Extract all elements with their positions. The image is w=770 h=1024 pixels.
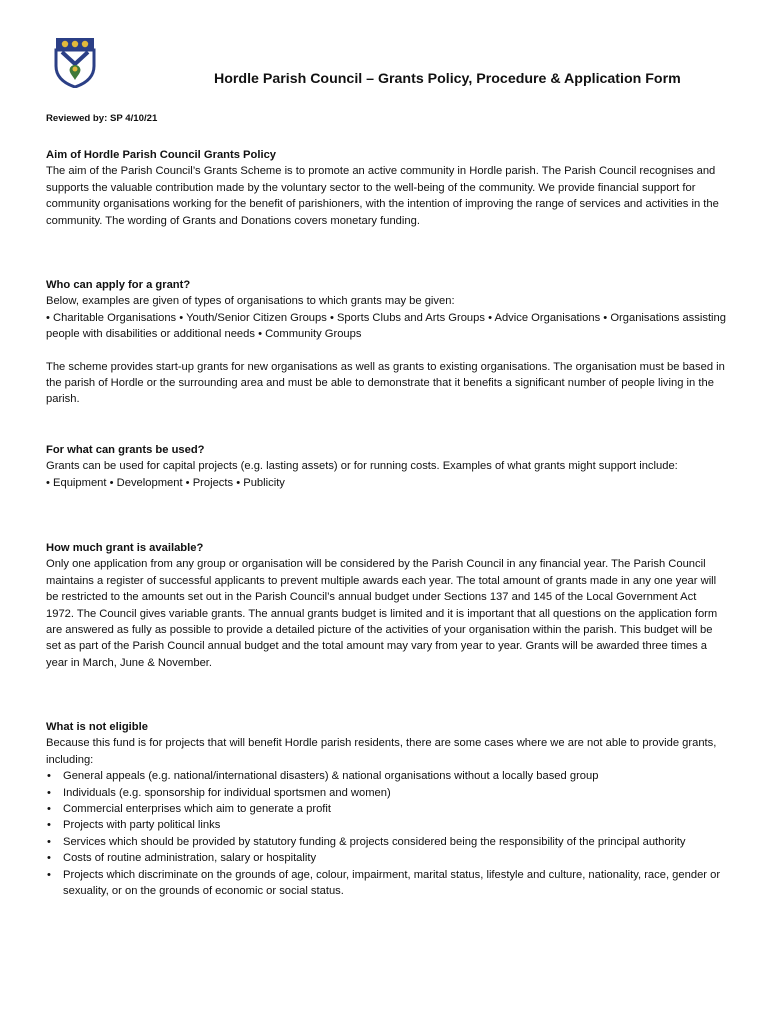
list-item: • Projects with party political links — [46, 817, 726, 833]
who-heading: Who can apply for a grant? — [46, 279, 191, 291]
amount-body: Only one application from any group or organisation will be considered by the Parish Council in any financial year. The Parish Council maintains a register of successful applicants to prevent multiple awards each year. The total amount of grants made in any one year will be restricted to the amounts set out in the Parish Council’s annual budget under Sections 137 and 145 of the Local Government Act 1972. The Council gives variable grants. The annual grants budget is limited and it is important that all questions on the application form are answered as fully as possible to provide a detailed picture of the activities of your organisation within the parish. This budget will be set as part of the Parish Council annual budget and the total amount may vary from year to year. Grants will be awarded three times a year in March, June & November. — [46, 558, 718, 669]
who-intro: Below, examples are given of types of organisations to which grants may be given: — [46, 295, 455, 308]
list-item: • Services which should be provided by statutory funding & projects considered being the responsibility of the principal authority — [46, 834, 726, 850]
list-item: • Costs of routine administration, salary or hospitality — [46, 850, 726, 866]
list-item: • Projects which discriminate on the grounds of age, colour, impairment, marital status, lifestyle and culture, nationality, race, gender or sexuality, or on the grounds of economic or social status. — [46, 867, 726, 900]
list-item: • General appeals (e.g. national/international disasters) & national organisations without a locally based group — [46, 768, 726, 784]
amount-section — [46, 540, 726, 671]
use-body: Grants can be used for capital projects (e.g. lasting assets) or for running costs. Examples of what grants might support include: — [46, 460, 678, 473]
parish-crest-icon — [50, 36, 100, 88]
use-heading: For what can grants be used? — [46, 444, 205, 456]
not-eligible-section — [46, 719, 726, 899]
amount-heading: How much grant is available? — [46, 542, 204, 554]
list-item: • Commercial enterprises which aim to generate a profit — [46, 801, 726, 817]
reviewed-by: Reviewed by: SP 4/10/21 — [46, 113, 158, 124]
aim-body: The aim of the Parish Council’s Grants Scheme is to promote an active community in Hordle parish. The Parish Council recognises and supports the valuable contribution made by the voluntary sector to the well-being of the community. We provide financial support for community organisations working for the benefit of parishioners, with the intention of improving the range of services and activities in the community. The wording of Grants and Donations covers monetary funding. — [46, 165, 719, 227]
list-item: • Individuals (e.g. sponsorship for individual sportsmen and women) — [46, 785, 726, 801]
page-title: Hordle Parish Council – Grants Policy, Procedure & Application Form — [214, 71, 681, 87]
who-scheme: The scheme provides start-up grants for new organisations as well as grants to existing organisations. The organisation must be based in the parish of Hordle or the surrounding area and must be able to demonstrate that it benefits a significant number of people living in the parish. — [46, 360, 725, 406]
aim-section — [46, 147, 726, 229]
use-section — [46, 442, 726, 491]
not-eligible-list — [46, 768, 726, 899]
not-eligible-heading: What is not eligible — [46, 721, 148, 733]
who-section — [46, 277, 726, 408]
aim-heading: Aim of Hordle Parish Council Grants Policy — [46, 149, 277, 161]
not-eligible-intro: Because this fund is for projects that will benefit Hordle parish residents, there are some cases where we are not able to provide grants, including: — [46, 737, 717, 766]
use-list: • Equipment • Development • Projects • Publicity — [46, 476, 285, 489]
who-list: • Charitable Organisations • Youth/Senior Citizen Groups • Sports Clubs and Arts Groups • Advice Organisations • Organisations assisting people with disabilities or additional needs • Community Groups — [46, 311, 726, 341]
